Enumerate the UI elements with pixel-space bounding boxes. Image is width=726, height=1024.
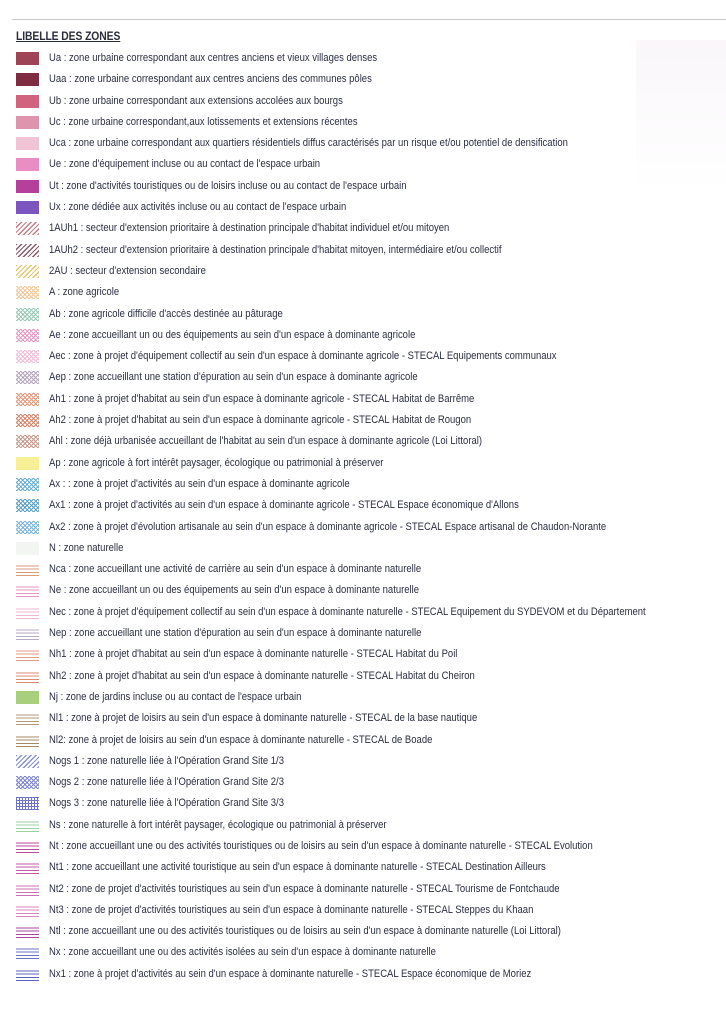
legend-title: LIBELLE DES ZONES	[16, 31, 121, 43]
zone-swatch	[16, 478, 39, 491]
zone-label: 1AUh2 : secteur d'extension prioritaire à destination principale d'habitat mitoyen, intermédiaire et/ou collectif	[49, 243, 502, 256]
legend-row	[16, 645, 716, 666]
zone-swatch	[16, 414, 39, 427]
zone-label: Uca : zone urbaine correspondant aux quartiers résidentiels diffus caractérisés par un risque et/ou potentiel de densification	[49, 137, 568, 150]
zone-label: Uc : zone urbaine correspondant,aux lotissements et extensions récentes	[49, 115, 358, 128]
zone-swatch	[16, 52, 39, 65]
zone-swatch	[16, 265, 39, 278]
legend-row	[16, 347, 716, 368]
zone-label: Ax : : zone à projet d'activités au sein d'un espace à dominante agricole	[49, 477, 350, 490]
legend-row	[16, 773, 716, 794]
zone-label: Nj : zone de jardins incluse ou au contact de l'espace urbain	[49, 690, 302, 703]
zone-label: Ub : zone urbaine correspondant aux extensions accolées aux bourgs	[49, 94, 343, 107]
zone-swatch	[16, 776, 39, 789]
zone-label: Nogs 2 : zone naturelle liée à l'Opération Grand Site 2/3	[49, 776, 284, 789]
zone-swatch	[16, 840, 39, 853]
zone-legend	[16, 49, 716, 986]
zone-label: Nt1 : zone accueillant une activité touristique au sein d'un espace à dominante naturelle - STECAL Destination Ailleurs	[49, 861, 546, 874]
zone-label: Ax1 : zone à projet d'activités au sein d'un espace à dominante agricole - STECAL Espace économique d'Allons	[49, 499, 519, 512]
zone-swatch	[16, 883, 39, 896]
zone-label: Ux : zone dédiée aux activités incluse ou au contact de l'espace urbain	[49, 201, 347, 214]
zone-swatch	[16, 691, 39, 704]
zone-swatch	[16, 457, 39, 470]
legend-row	[16, 603, 716, 624]
zone-label: Ne : zone accueillant un ou des équipements au sein d'un espace à dominante naturelle	[49, 584, 420, 597]
zone-swatch	[16, 627, 39, 640]
legend-row	[16, 560, 716, 581]
zone-swatch	[16, 371, 39, 384]
legend-row	[16, 219, 716, 240]
zone-swatch	[16, 797, 39, 810]
zone-label: Aep : zone accueillant une station d'épuration au sein d'un espace à dominante agricole	[49, 371, 418, 384]
zone-label: Ah1 : zone à projet d'habitat au sein d'un espace à dominante agricole - STECAL Habitat de Barrême	[49, 392, 475, 405]
zone-swatch	[16, 734, 39, 747]
legend-row	[16, 581, 716, 602]
zone-label: Nogs 1 : zone naturelle liée à l'Opération Grand Site 1/3	[49, 754, 284, 767]
zone-swatch	[16, 350, 39, 363]
zone-swatch	[16, 73, 39, 86]
zone-swatch	[16, 137, 39, 150]
zone-label: Nt2 : zone de projet d'activités touristiques au sein d'un espace à dominante naturelle - STECAL Tourisme de Fontchaude	[49, 882, 560, 895]
legend-row	[16, 283, 716, 304]
legend-row	[16, 688, 716, 709]
zone-label: Ah2 : zone à projet d'habitat au sein d'un espace à dominante agricole - STECAL Habitat de Rougon	[49, 414, 472, 427]
zone-label: Nep : zone accueillant une station d'épuration au sein d'un espace à dominante naturelle	[49, 627, 422, 640]
zone-label: 2AU : secteur d'extension secondaire	[49, 264, 206, 277]
zone-swatch	[16, 542, 39, 555]
legend-row	[16, 262, 716, 283]
top-rule	[12, 19, 726, 20]
legend-row	[16, 880, 716, 901]
zone-label: Nh2 : zone à projet d'habitat au sein d'un espace à dominante naturelle - STECAL Habitat du Cheiron	[49, 669, 475, 682]
legend-row	[16, 794, 716, 815]
legend-row	[16, 411, 716, 432]
legend-row	[16, 496, 716, 517]
zone-label: A : zone agricole	[49, 286, 120, 299]
zone-swatch	[16, 648, 39, 661]
legend-row	[16, 432, 716, 453]
legend-row	[16, 518, 716, 539]
legend-row	[16, 155, 716, 176]
legend-row	[16, 752, 716, 773]
legend-row	[16, 901, 716, 922]
zone-swatch	[16, 861, 39, 874]
zone-swatch	[16, 819, 39, 832]
zone-label: Nt3 : zone de projet d'activités touristiques au sein d'un espace à dominante naturelle - STECAL Steppes du Khaan	[49, 903, 534, 916]
zone-swatch	[16, 201, 39, 214]
zone-label: Ns : zone naturelle à fort intérêt paysager, écologique ou patrimonial à préserver	[49, 818, 387, 831]
legend-row	[16, 816, 716, 837]
zone-label: Ahl : zone déjà urbanisée accueillant de l'habitat au sein d'un espace à dominante agricole (Loi Littoral)	[49, 435, 483, 448]
legend-row	[16, 965, 716, 986]
legend-row	[16, 943, 716, 964]
zone-swatch	[16, 180, 39, 193]
zone-swatch	[16, 116, 39, 129]
zone-swatch	[16, 670, 39, 683]
legend-row	[16, 858, 716, 879]
zone-label: 1AUh1 : secteur d'extension prioritaire à destination principale d'habitat individuel et/ou mitoyen	[49, 222, 450, 235]
legend-row	[16, 134, 716, 155]
zone-label: Nec : zone à projet d'équipement collectif au sein d'un espace à dominante naturelle - STECAL Equipement du SYDEVOM et du Département	[49, 605, 646, 618]
zone-swatch	[16, 755, 39, 768]
legend-row	[16, 177, 716, 198]
zone-swatch	[16, 712, 39, 725]
legend-row	[16, 326, 716, 347]
zone-swatch	[16, 244, 39, 257]
zone-swatch	[16, 521, 39, 534]
zone-label: Nl2: zone à projet de loisirs au sein d'un espace à dominante naturelle - STECAL de Boade	[49, 733, 433, 746]
zone-swatch	[16, 584, 39, 597]
legend-row	[16, 837, 716, 858]
zone-swatch	[16, 925, 39, 938]
zone-label: Nl1 : zone à projet de loisirs au sein d'un espace à dominante naturelle - STECAL de la base nautique	[49, 712, 478, 725]
zone-label: Nca : zone accueillant une activité de carrière au sein d'un espace à dominante naturelle	[49, 563, 422, 576]
zone-label: Ut : zone d'activités touristiques ou de loisirs incluse ou au contact de l'espace urbain	[49, 179, 407, 192]
zone-label: Ae : zone accueillant un ou des équipements au sein d'un espace à dominante agricole	[49, 328, 416, 341]
legend-row	[16, 667, 716, 688]
zone-label: Nh1 : zone à projet d'habitat au sein d'un espace à dominante naturelle - STECAL Habitat du Poil	[49, 648, 458, 661]
legend-row	[16, 241, 716, 262]
legend-row	[16, 390, 716, 411]
legend-row	[16, 305, 716, 326]
zone-swatch	[16, 946, 39, 959]
legend-row	[16, 475, 716, 496]
zone-label: Ab : zone agricole difficile d'accès destinée au pâturage	[49, 307, 283, 320]
legend-row	[16, 709, 716, 730]
legend-row	[16, 49, 716, 70]
zone-swatch	[16, 308, 39, 321]
zone-label: Nx : zone accueillant une ou des activités isolées au sein d'un espace à dominante naturelle	[49, 946, 436, 959]
zone-swatch	[16, 499, 39, 512]
zone-swatch	[16, 968, 39, 981]
zone-label: Ax2 : zone à projet d'évolution artisanale au sein d'un espace à dominante agricole - STECAL Espace artisanal de Chaudon-Norante	[49, 520, 607, 533]
legend-row	[16, 624, 716, 645]
zone-label: Nt : zone accueillant une ou des activités touristiques ou de loisirs au sein d'un espace à dominante naturelle - STECAL Evolution	[49, 839, 593, 852]
zone-label: Ap : zone agricole à fort intérêt paysager, écologique ou patrimonial à préserver	[49, 456, 384, 469]
legend-row	[16, 113, 716, 134]
zone-swatch	[16, 393, 39, 406]
zone-label: Ue : zone d'équipement incluse ou au contact de l'espace urbain	[49, 158, 321, 171]
zone-swatch	[16, 435, 39, 448]
zone-swatch	[16, 95, 39, 108]
zone-label: N : zone naturelle	[49, 541, 124, 554]
zone-label: Ntl : zone accueillant une ou des activités touristiques ou de loisirs au sein d'un espace à dominante naturelle (Loi Littoral)	[49, 925, 561, 938]
legend-row	[16, 368, 716, 389]
legend-row	[16, 70, 716, 91]
legend-row	[16, 922, 716, 943]
zone-swatch	[16, 158, 39, 171]
zone-swatch	[16, 329, 39, 342]
zone-label: Nx1 : zone à projet d'activités au sein d'un espace à dominante naturelle - STECAL Espace économique de Moriez	[49, 967, 532, 980]
zone-label: Aec : zone à projet d'équipement collectif au sein d'un espace à dominante agricole - STECAL Equipements communaux	[49, 350, 557, 363]
legend-row	[16, 198, 716, 219]
legend-row	[16, 731, 716, 752]
zone-swatch	[16, 563, 39, 576]
zone-label: Ua : zone urbaine correspondant aux centres anciens et vieux villages denses	[49, 52, 378, 64]
legend-row	[16, 539, 716, 560]
legend-row	[16, 454, 716, 475]
zone-swatch	[16, 606, 39, 619]
zone-swatch	[16, 222, 39, 235]
zone-swatch	[16, 286, 39, 299]
zone-label: Nogs 3 : zone naturelle liée à l'Opération Grand Site 3/3	[49, 797, 284, 810]
zone-swatch	[16, 904, 39, 917]
legend-row	[16, 92, 716, 113]
zone-label: Uaa : zone urbaine correspondant aux centres anciens des communes pôles	[49, 73, 372, 86]
